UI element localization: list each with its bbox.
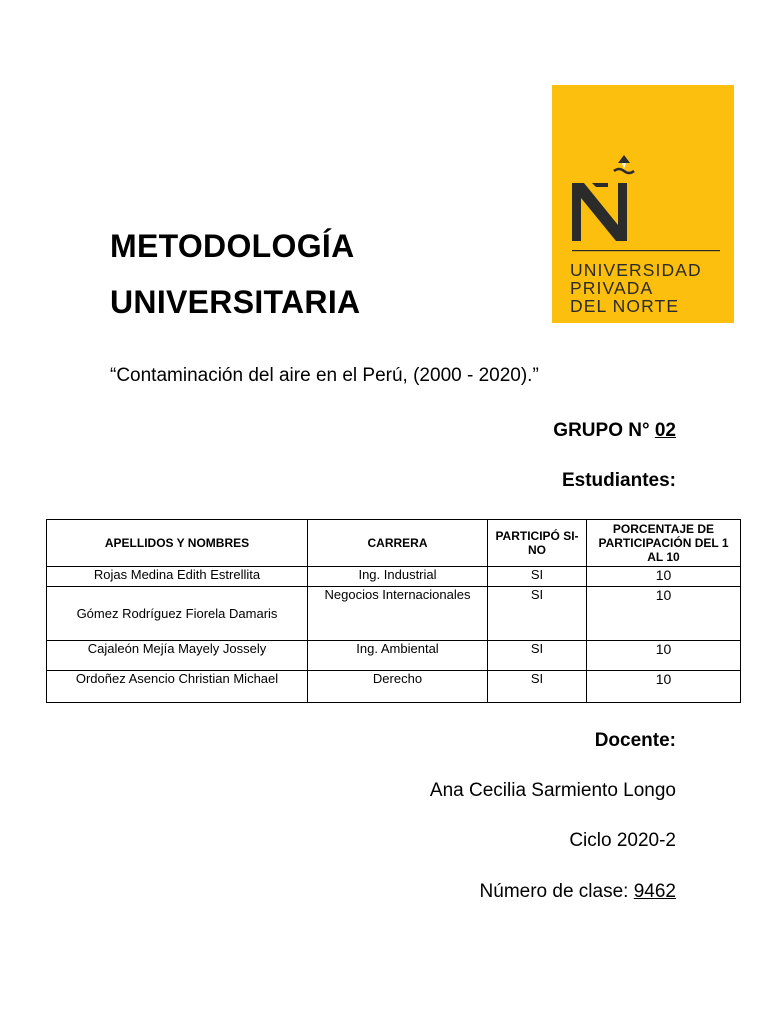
class-number-line	[480, 881, 676, 903]
student-name: Cajaleón Mejía Mayely Jossely	[47, 641, 308, 671]
student-career: Ing. Industrial	[308, 567, 488, 587]
students-table	[46, 519, 741, 703]
class-number: 9462	[633, 881, 676, 902]
table-row	[47, 587, 741, 641]
ciclo-text: Ciclo 2020-2	[569, 830, 676, 851]
page-title-line-1: METODOLOGÍA	[110, 228, 355, 264]
docente-name: Ana Cecilia Sarmiento Longo	[429, 780, 676, 801]
student-participated: SI	[488, 587, 587, 641]
student-score: 10	[587, 587, 741, 641]
header-names: APELLIDOS Y NOMBRES	[47, 520, 308, 567]
student-name: Gómez Rodríguez Fiorela Damaris	[47, 587, 308, 641]
header-participated: PARTICIPÓ SI-NO	[488, 520, 587, 567]
logo-line-1: UNIVERSIDAD	[570, 260, 702, 280]
project-subtitle: “Contaminación del aire en el Perú, (2000 - 2020).”	[110, 365, 539, 386]
table-row	[47, 641, 741, 671]
student-career: Negocios Internacionales	[308, 587, 488, 641]
header-career: CARRERA	[308, 520, 488, 567]
student-name: Ordoñez Asencio Christian Michael	[47, 671, 308, 703]
student-participated: SI	[488, 641, 587, 671]
student-score: 10	[587, 671, 741, 703]
group-line	[553, 420, 676, 442]
docente-label: Docente:	[594, 730, 676, 751]
student-score: 10	[587, 641, 741, 671]
page-title-line-2: UNIVERSITARIA	[110, 284, 361, 320]
student-career: Derecho	[308, 671, 488, 703]
students-label: Estudiantes:	[561, 470, 676, 491]
student-participated: SI	[488, 567, 587, 587]
university-logo	[552, 85, 734, 323]
logo-line-2: PRIVADA	[570, 278, 654, 298]
logo-line-3: DEL NORTE	[570, 296, 680, 316]
university-name	[570, 261, 702, 315]
group-number: 02	[654, 420, 676, 441]
student-career: Ing. Ambiental	[308, 641, 488, 671]
header-percentage: PORCENTAJE DE PARTICIPACIÓN DEL 1 AL 10	[587, 520, 741, 567]
student-score: 10	[587, 567, 741, 587]
group-label: GRUPO N°	[553, 420, 655, 441]
class-label: Número de clase:	[479, 881, 634, 902]
table-row	[47, 567, 741, 587]
table-row	[47, 671, 741, 703]
student-participated: SI	[488, 671, 587, 703]
student-name: Rojas Medina Edith Estrellita	[47, 567, 308, 587]
table-header-row	[47, 520, 741, 567]
